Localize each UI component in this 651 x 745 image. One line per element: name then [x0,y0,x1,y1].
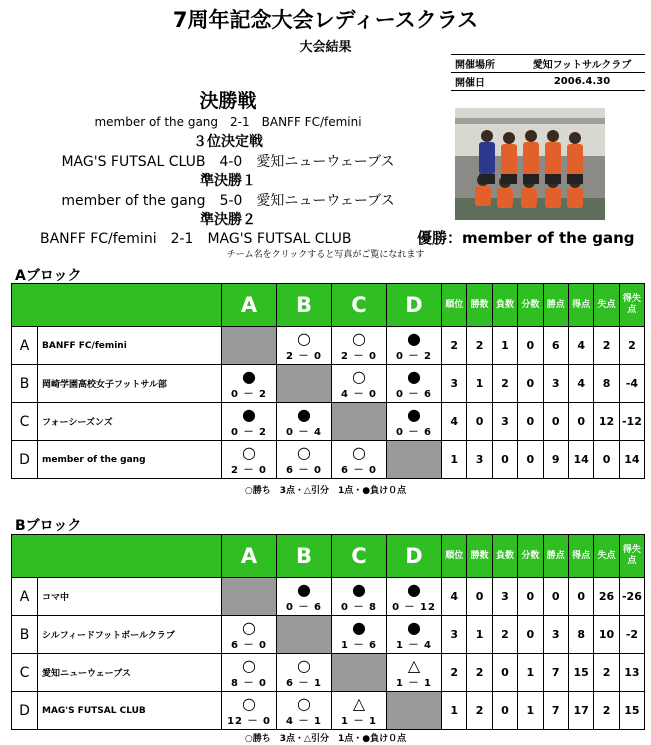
header-corner [12,284,222,327]
stat-cell: -2 [619,616,644,654]
stat-cell: 0 [518,403,543,441]
row-letter: A [12,578,38,616]
stat-cell: 0 [568,403,593,441]
match-score: 6 － 0 [231,639,267,651]
block-a-label: Aブロック [15,268,82,284]
match-score: 1 － 6 [341,639,377,651]
stat-cell: 1 [467,616,492,654]
stat-cell: 2 [467,327,492,365]
team-name-link[interactable]: 愛知ニューウェーブス [38,654,222,692]
match-score: 1 － 1 [396,677,432,689]
match-score: 2 － 0 [286,350,322,362]
stat-header: 失点 [594,535,619,578]
stat-cell: 2 [492,365,517,403]
stat-cell: 0 [518,365,543,403]
stat-cell: 0 [467,403,492,441]
result-mark: ● [407,404,421,424]
result-mark: ● [242,404,256,424]
match-score: 2 － 0 [231,464,267,476]
semifinal-1-heading: 準決勝１ [200,173,256,189]
match-cell [222,403,277,441]
result-mark: ○ [352,328,366,348]
match-cell [222,441,277,479]
match-score: 4 － 1 [286,715,322,727]
stat-cell: 15 [568,654,593,692]
row-letter: B [12,365,38,403]
team-name-link[interactable]: フォーシーズンズ [38,403,222,441]
stat-header: 勝点 [543,535,568,578]
stat-cell: 13 [619,654,644,692]
stat-cell: 12 [594,403,619,441]
stat-cell: 2 [619,327,644,365]
result-mark: ● [297,579,311,599]
standings-table [11,283,645,479]
match-score: 6 － 0 [286,464,322,476]
self-match-cell [332,654,387,692]
date-label: 開催日 [451,73,519,91]
stat-cell: 7 [543,654,568,692]
stat-cell: 8 [568,616,593,654]
self-match-cell [387,692,442,730]
stat-cell: 17 [568,692,593,730]
match-cell [387,365,442,403]
match-cell [387,654,442,692]
row-letter: B [12,616,38,654]
self-match-cell [277,616,332,654]
page-title: 7周年記念大会レディースクラス [172,8,479,32]
stat-cell: -4 [619,365,644,403]
stat-cell: 3 [492,578,517,616]
header-corner [12,535,222,578]
stat-cell: 2 [594,654,619,692]
row-letter: C [12,654,38,692]
block-a-legend: ○勝ち 3点・△引分 1点・●負け０点 [244,486,407,496]
stat-cell: 2 [442,654,467,692]
team-name-link[interactable]: BANFF FC/femini [38,327,222,365]
match-score: 0 － 12 [392,601,436,613]
result-mark: ● [242,366,256,386]
stat-cell: 1 [442,441,467,479]
self-match-cell [222,327,277,365]
table-row [12,692,645,730]
match-score: 12 － 0 [227,715,271,727]
photo-note: チーム名をクリックすると写真がご覧になれます [226,250,425,260]
stat-cell: 2 [467,692,492,730]
column-header: B [277,284,332,327]
stat-cell: 2 [594,692,619,730]
match-cell [277,403,332,441]
stat-cell: -12 [619,403,644,441]
stat-cell: 26 [594,578,619,616]
team-name-link[interactable]: シルフィードフットボールクラブ [38,616,222,654]
match-score: 0 － 2 [231,388,267,400]
result-mark: ● [297,404,311,424]
column-header: D [387,284,442,327]
match-score: 6 － 0 [341,464,377,476]
table-row [12,441,645,479]
stat-header: 勝点 [543,284,568,327]
stat-cell: 3 [467,441,492,479]
table-header [12,284,645,327]
result-mark: ○ [242,442,256,462]
match-cell [332,441,387,479]
final-result: member of the gang 2-1 BANFF FC/femini [94,115,362,129]
result-mark: ○ [352,442,366,462]
semifinal-2-heading: 準決勝２ [200,212,256,228]
match-score: 0 － 2 [231,426,267,438]
stat-cell: 1 [518,654,543,692]
match-score: 2 － 0 [341,350,377,362]
result-mark: ● [407,328,421,348]
stat-header: 順位 [442,284,467,327]
stat-cell: 0 [543,578,568,616]
match-cell [222,692,277,730]
row-letter: C [12,403,38,441]
match-cell [277,692,332,730]
match-cell [222,616,277,654]
stat-cell: 1 [492,327,517,365]
stat-cell: 10 [594,616,619,654]
final-heading: 決勝戦 [199,90,257,112]
result-mark: △ [352,693,366,713]
match-score: 4 － 0 [341,388,377,400]
team-name-link[interactable]: コマ中 [38,578,222,616]
block-b-legend: ○勝ち 3点・△引分 1点・●負け０点 [244,734,407,744]
result-mark: ○ [297,655,311,675]
self-match-cell [332,403,387,441]
stat-cell: 0 [467,578,492,616]
stat-cell: 3 [442,616,467,654]
result-mark: ● [352,617,366,637]
team-name-link[interactable]: MAG'S FUTSAL CLUB [38,692,222,730]
match-score: 0 － 6 [396,388,432,400]
result-mark: ○ [352,366,366,386]
stat-cell: -26 [619,578,644,616]
venue-info [451,54,645,91]
column-header: B [277,535,332,578]
self-match-cell [222,578,277,616]
match-cell [222,365,277,403]
match-score: 1 － 1 [341,715,377,727]
match-score: 0 － 4 [286,426,322,438]
table-header [12,535,645,578]
match-cell [332,578,387,616]
team-photo[interactable] [455,108,605,220]
stat-cell: 7 [543,692,568,730]
match-cell [387,616,442,654]
match-cell [332,692,387,730]
match-score: 1 － 4 [396,639,432,651]
match-score: 8 － 0 [231,677,267,689]
result-mark: ○ [297,442,311,462]
stat-cell: 0 [568,578,593,616]
stat-cell: 2 [467,654,492,692]
semifinal-2-result: BANFF FC/femini 2-1 MAG'S FUTSAL CLUB [40,231,352,247]
result-mark: ● [407,366,421,386]
self-match-cell [277,365,332,403]
match-cell [332,327,387,365]
table-row [12,616,645,654]
column-header: C [332,535,387,578]
third-place-heading: ３位決定戦 [193,134,263,150]
match-cell [387,578,442,616]
venue-label: 開催場所 [451,55,519,73]
table-row [12,327,645,365]
stat-cell: 0 [492,441,517,479]
venue-value: 愛知フットサルクラブ [519,55,645,73]
stat-header: 分数 [518,284,543,327]
match-cell [277,327,332,365]
stat-cell: 4 [568,327,593,365]
stat-cell: 2 [594,327,619,365]
row-letter: D [12,692,38,730]
team-photo-image [455,108,605,220]
stat-cell: 4 [442,578,467,616]
table-row [12,365,645,403]
match-cell [387,403,442,441]
match-score: 0 － 6 [396,426,432,438]
result-mark: ○ [242,617,256,637]
stat-cell: 9 [543,441,568,479]
stat-cell: 15 [619,692,644,730]
stat-cell: 0 [518,578,543,616]
stat-cell: 3 [442,365,467,403]
match-cell [222,654,277,692]
result-mark: ● [407,617,421,637]
result-mark: ● [352,579,366,599]
match-cell [277,441,332,479]
stat-cell: 4 [442,403,467,441]
team-name-link[interactable]: 岡崎学園高校女子フットサル部 [38,365,222,403]
stat-cell: 2 [442,327,467,365]
match-cell [332,365,387,403]
stat-header: 得失点 [619,535,644,578]
stat-header: 分数 [518,535,543,578]
column-header: C [332,284,387,327]
stat-cell: 2 [492,616,517,654]
match-score: 0 － 2 [396,350,432,362]
column-header: D [387,535,442,578]
block-b-label: Bブロック [15,518,82,534]
stat-header: 勝数 [467,284,492,327]
stat-cell: 0 [518,441,543,479]
match-cell [332,616,387,654]
stat-cell: 0 [518,327,543,365]
match-score: 0 － 8 [341,601,377,613]
stat-cell: 14 [619,441,644,479]
table-row [12,403,645,441]
stat-cell: 6 [543,327,568,365]
match-score: 0 － 6 [286,601,322,613]
table-row [12,578,645,616]
row-letter: D [12,441,38,479]
third-place-result: MAG'S FUTSAL CLUB 4-0 愛知ニューウェーブス [61,154,395,170]
stat-cell: 4 [568,365,593,403]
result-mark: ○ [242,693,256,713]
column-header: A [222,284,277,327]
stat-cell: 3 [492,403,517,441]
stat-header: 負数 [492,535,517,578]
self-match-cell [387,441,442,479]
stat-cell: 0 [492,692,517,730]
date-value: 2006.4.30 [519,73,645,91]
result-mark: ○ [242,655,256,675]
column-header: A [222,535,277,578]
stat-cell: 3 [543,365,568,403]
team-name-link[interactable]: member of the gang [38,441,222,479]
stat-header: 順位 [442,535,467,578]
stat-cell: 0 [492,654,517,692]
stat-cell: 1 [442,692,467,730]
standings-table [11,534,645,730]
result-mark: △ [407,655,421,675]
stat-header: 勝数 [467,535,492,578]
result-mark: ○ [297,693,311,713]
stat-header: 負数 [492,284,517,327]
stat-cell: 14 [568,441,593,479]
match-cell [277,578,332,616]
stat-header: 得点 [568,284,593,327]
semifinal-1-result: member of the gang 5-0 愛知ニューウェーブス [61,193,395,209]
row-letter: A [12,327,38,365]
match-cell [387,327,442,365]
stat-header: 得失点 [619,284,644,327]
stat-header: 失点 [594,284,619,327]
stat-header: 得点 [568,535,593,578]
page-subtitle: 大会結果 [299,40,352,55]
stat-cell: 1 [518,692,543,730]
match-score: 6 － 1 [286,677,322,689]
stat-cell: 0 [518,616,543,654]
table-row [12,654,645,692]
stat-cell: 3 [543,616,568,654]
stat-cell: 1 [467,365,492,403]
stat-cell: 8 [594,365,619,403]
result-mark: ○ [297,328,311,348]
stat-cell: 0 [543,403,568,441]
result-mark: ● [407,579,421,599]
winner-label: 優勝：member of the gang [417,229,635,247]
stat-cell: 0 [594,441,619,479]
match-cell [277,654,332,692]
